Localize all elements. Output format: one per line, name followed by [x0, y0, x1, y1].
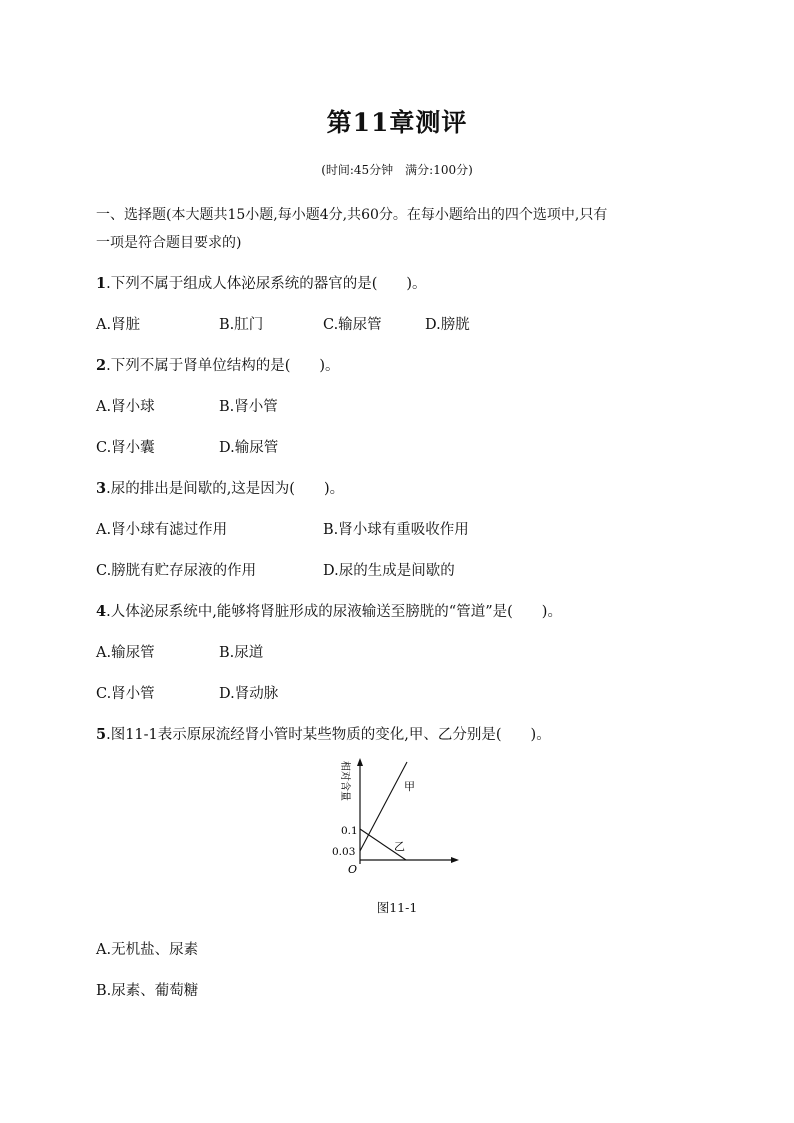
q5-option-a: A.无机盐、尿素	[96, 942, 199, 958]
q1-option-c: C.输尿管	[323, 317, 382, 333]
question-text: .下列不属于组成人体泌尿系统的器官的是( )。	[106, 276, 427, 292]
question-number: 2	[96, 357, 107, 374]
figure-11-1	[328, 756, 468, 878]
question-text: .尿的排出是间歇的,这是因为( )。	[106, 481, 345, 497]
question-number: 4	[96, 603, 107, 620]
question-3	[96, 477, 344, 498]
question-text: .图11-1表示原尿流经肾小管时某些物质的变化,甲、乙分别是( )。	[106, 727, 551, 743]
question-number: 5	[96, 726, 107, 743]
q4-option-c: C.肾小管	[96, 686, 155, 702]
q2-option-b: B.肾小管	[219, 399, 278, 415]
q3-option-a: A.肾小球有滤过作用	[96, 522, 228, 538]
y-axis-label: 相对含量	[339, 761, 350, 801]
q3-option-b: B.肾小球有重吸收作用	[323, 522, 469, 538]
label-yi: 乙	[394, 840, 405, 853]
label-jia: 甲	[404, 780, 415, 793]
question-text: .下列不属于肾单位结构的是( )。	[106, 358, 340, 374]
page-title: 第11章测评	[326, 108, 468, 137]
question-1	[96, 272, 427, 293]
x-axis-arrow	[451, 857, 459, 863]
q1-option-b: B.肛门	[219, 317, 264, 333]
section-heading-line2: 一项是符合题目要求的)	[96, 235, 242, 251]
exam-info: (时间:45分钟 满分:100分)	[321, 163, 473, 177]
q3-option-c: C.膀胱有贮存尿液的作用	[96, 563, 257, 579]
question-5	[96, 723, 551, 744]
question-text: .人体泌尿系统中,能够将肾脏形成的尿液输送至膀胱的“管道”是( )。	[106, 604, 562, 620]
origin-label: O	[348, 863, 358, 876]
figure-caption: 图11-1	[376, 900, 418, 915]
q5-option-b: B.尿素、葡萄糖	[96, 983, 199, 999]
q3-option-d: D.尿的生成是间歇的	[323, 563, 455, 579]
section-heading-line1: 一、选择题(本大题共15小题,每小题4分,共60分。在每小题给出的四个选项中,只有	[96, 207, 608, 223]
q1-option-a: A.肾脏	[96, 317, 141, 333]
q1-option-d: D.膀胱	[425, 317, 470, 333]
question-number: 1	[96, 275, 107, 292]
question-2	[96, 354, 340, 375]
tick-0-03: 0.03	[332, 846, 356, 858]
q4-option-a: A.输尿管	[96, 645, 155, 661]
y-axis-arrow	[357, 758, 363, 766]
q2-option-c: C.肾小囊	[96, 440, 155, 456]
line-jia	[360, 762, 407, 851]
q4-option-b: B.尿道	[219, 645, 264, 661]
q2-option-a: A.肾小球	[96, 399, 155, 415]
tick-0-1: 0.1	[341, 825, 358, 837]
q4-option-d: D.肾动脉	[219, 686, 279, 702]
q2-option-d: D.输尿管	[219, 440, 279, 456]
question-4	[96, 600, 562, 621]
question-number: 3	[96, 480, 107, 497]
